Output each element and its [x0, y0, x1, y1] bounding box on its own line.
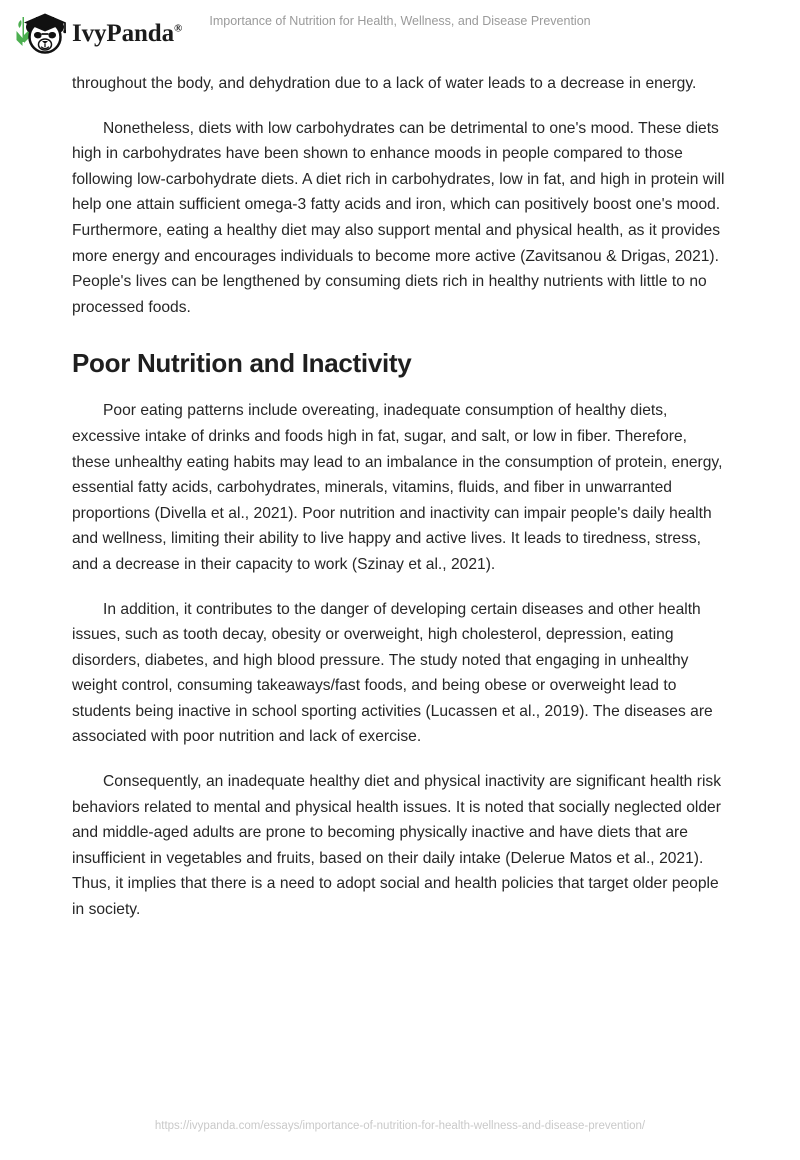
- paragraph-poor-eating-patterns: Poor eating patterns include overeating, inadequate consumption of healthy diets, excessive intake of drinks and foods high in fat, sugar, and salt, or low in fiber. Therefore, these unhealthy eating habits may lead to an imbalance in the consumption of protein, energy, essential fatty acids, carbohydrates, minerals, vitamins, fluids, and fiber in unwarranted proportions (Divella et al., 2021). Poor nutrition and inactivity can impair people's daily health and wellness, limiting their ability to live happy and active lives. It leads to tiredness, stress, and a decrease in their capacity to work (Szinay et al., 2021).: [72, 402, 723, 573]
- page-header: [0, 0, 800, 62]
- document-body: [72, 71, 726, 942]
- brand-name-text: IvyPanda: [72, 19, 175, 47]
- registered-trademark-icon: ®: [174, 22, 183, 35]
- paragraph-continuation: throughout the body, and dehydration due to a lack of water leads to a decrease in energy.: [72, 75, 697, 92]
- paragraph-carbohydrates-mood: Nonetheless, diets with low carbohydrates can be detrimental to one's mood. These diets high in carbohydrates have been shown to enhance moods in people compared to those following low-carbohydrate diets. A diet rich in carbohydrates, low in fat, and high in protein will help one attain sufficient omega-3 fatty acids and iron, which can positively boost one's mood. Furthermore, eating a healthy diet may also support mental and physical health, as it provides more energy and encourages individuals to become more active (Zavitsanou & Drigas, 2021). People's lives can be lengthened by consuming diets rich in healthy nutrients with little to no processed foods.: [72, 119, 725, 316]
- paragraph-health-risk-behaviors: Consequently, an inadequate healthy diet and physical inactivity are significant health risk behaviors related to mental and physical health issues. It is noted that socially neglected older and middle-aged adults are prone to becoming physically inactive and have diets that are insufficient in vegetables and fruits, based on their daily intake (Delerue Matos et al., 2021). Thus, it implies that there is a need to adopt social and health policies that target older people in society.: [72, 773, 722, 919]
- section-heading-poor-nutrition-and-inactivity: Poor Nutrition and Inactivity: [72, 348, 412, 379]
- page-footer: [0, 1116, 800, 1134]
- footer-source-url[interactable]: https://ivypanda.com/essays/importance-of-nutrition-for-health-wellness-and-disease-prevention/: [154, 1120, 646, 1132]
- running-header-title: Importance of Nutrition for Health, Wellness, and Disease Prevention: [209, 14, 591, 28]
- paragraph-disease-risks: In addition, it contributes to the danger of developing certain diseases and other health issues, such as tooth decay, obesity or overweight, high cholesterol, depression, eating disorders, diabetes, and high blood pressure. The study noted that engaging in unhealthy weight control, consuming takeaways/fast foods, and being obese or overweight lead to students being inactive in school sporting activities (Lucassen et al., 2019). The diseases are associated with poor nutrition and lack of exercise.: [72, 600, 713, 746]
